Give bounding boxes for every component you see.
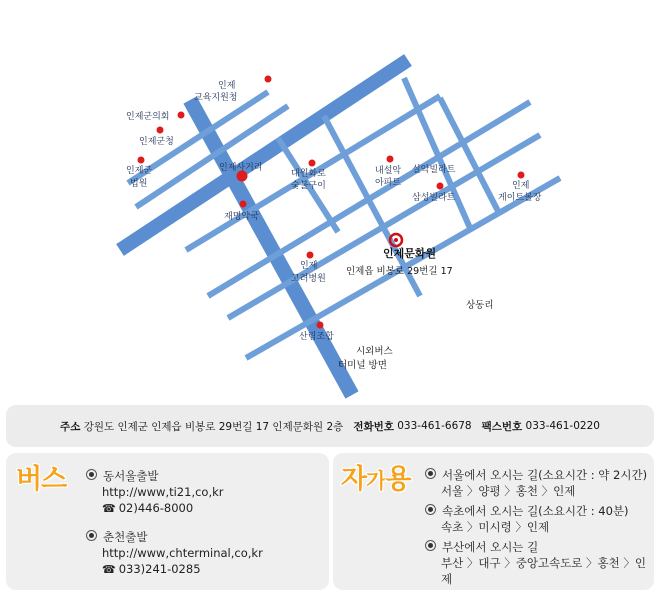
marker-gate-mall <box>518 172 525 179</box>
label-samsung-villa: 삼성빌라트 <box>412 193 456 203</box>
bus-item-phone-number: 033)241-0285 <box>118 562 201 576</box>
label-daemyeonghwaro-1: 대원화로 <box>291 169 326 179</box>
car-route-path: 부산 〉대구 〉중앙고속도로 〉홍천 〉인제 <box>441 556 647 586</box>
marker-daemyeonghwaro <box>309 160 316 167</box>
label-gate-mall-1: 인제 <box>512 181 530 191</box>
car-route-title: 서울에서 오시는 길(소요시간 : 약 2시간) <box>442 468 648 482</box>
label-jaemyeong: 재명약국 <box>224 212 259 222</box>
bus-panel <box>6 453 329 590</box>
label-culture-address: 인제읍 비봉로 29번길 17 <box>346 266 453 277</box>
bullet-icon <box>86 530 97 541</box>
bullet-icon <box>425 540 436 551</box>
label-hospital-2: 고려병원 <box>291 274 326 284</box>
address-label: 주소 <box>60 420 81 433</box>
label-silak-villa: 실악빌라트 <box>412 165 456 175</box>
label-inje-intersection: 인제사거리 <box>219 163 263 173</box>
label-gate-mall-2: 게이트볼장 <box>498 193 542 203</box>
fax-label: 팩스번호 <box>481 420 523 433</box>
car-route-title: 속초에서 오시는 길(소요시간 : 40분) <box>442 504 629 518</box>
car-route-busan <box>425 539 654 587</box>
bus-item-chuncheon <box>86 529 263 578</box>
phone-icon: ☎ <box>102 563 116 576</box>
car-route-seoul <box>425 467 647 499</box>
bus-title: 버스 <box>16 464 67 495</box>
marker-edu-office <box>265 76 272 83</box>
bus-item-url[interactable]: http://www,chterminal,co,kr <box>102 546 263 560</box>
marker-samsung-villa <box>437 183 444 190</box>
label-hospital-1: 인제 <box>300 261 318 271</box>
fax-number: 033-461-0220 <box>525 420 600 432</box>
label-edu-office-1: 인제 <box>218 81 236 91</box>
label-bus-terminal-2: 터미널 방면 <box>338 360 387 371</box>
bus-item-phone-number: 02)446-8000 <box>118 501 194 515</box>
car-title: 자가용 <box>341 464 411 495</box>
marker-sanrim <box>317 322 324 329</box>
phone-icon: ☎ <box>102 502 116 515</box>
label-culture-center: 인제문화원 <box>383 247 437 260</box>
marker-hospital <box>307 252 314 259</box>
contact-info-bar <box>6 405 654 447</box>
car-route-sokcho <box>425 503 629 535</box>
label-naeseorak-1: 내설악 <box>375 166 402 176</box>
bus-item-dongseoul <box>86 468 224 517</box>
label-county-assembly: 인제군의회 <box>126 112 170 122</box>
road-network <box>120 60 560 395</box>
car-panel <box>333 453 654 590</box>
bus-item-phone <box>86 500 224 517</box>
bus-item-name: 춘천출발 <box>103 530 148 544</box>
label-court-1: 인제군 <box>126 166 153 176</box>
bus-item-name: 동서울출발 <box>103 469 159 483</box>
marker-county-office <box>157 127 164 134</box>
phone-number: 033-461-6678 <box>397 420 472 432</box>
bus-item-url[interactable]: http://www,ti21,co,kr <box>102 485 224 499</box>
address-text: 강원도 인제군 인제읍 비봉로 29번길 17 인제문화원 2층 <box>83 420 344 433</box>
marker-naeseorak-apt <box>387 156 394 163</box>
phone-label: 전화번호 <box>353 420 394 433</box>
label-county-office: 인제군청 <box>139 137 174 147</box>
label-naeseorak-2: 아파트 <box>375 178 402 188</box>
label-court-2: 법원 <box>130 179 148 189</box>
marker-county-assembly <box>178 112 185 119</box>
bullet-icon <box>86 469 97 480</box>
bus-item-phone <box>86 561 263 578</box>
car-route-path: 서울 〉양평 〉홍천 〉인제 <box>441 484 576 498</box>
label-sanrim: 산림조합 <box>299 332 334 342</box>
label-bus-terminal-1: 시외버스 <box>356 346 393 357</box>
bullet-icon <box>425 504 436 515</box>
bullet-icon <box>425 468 436 479</box>
car-route-title: 부산에서 오시는 길 <box>442 540 539 554</box>
label-edu-office-2: 교육지원청 <box>194 93 238 103</box>
label-daemyeonghwaro-2: 숯불구이 <box>291 181 326 191</box>
label-sangdong: 상동리 <box>466 300 494 311</box>
car-route-path: 속초 〉미시령 〉인제 <box>441 520 550 534</box>
marker-jaemyeong <box>240 201 247 208</box>
marker-court <box>138 157 145 164</box>
